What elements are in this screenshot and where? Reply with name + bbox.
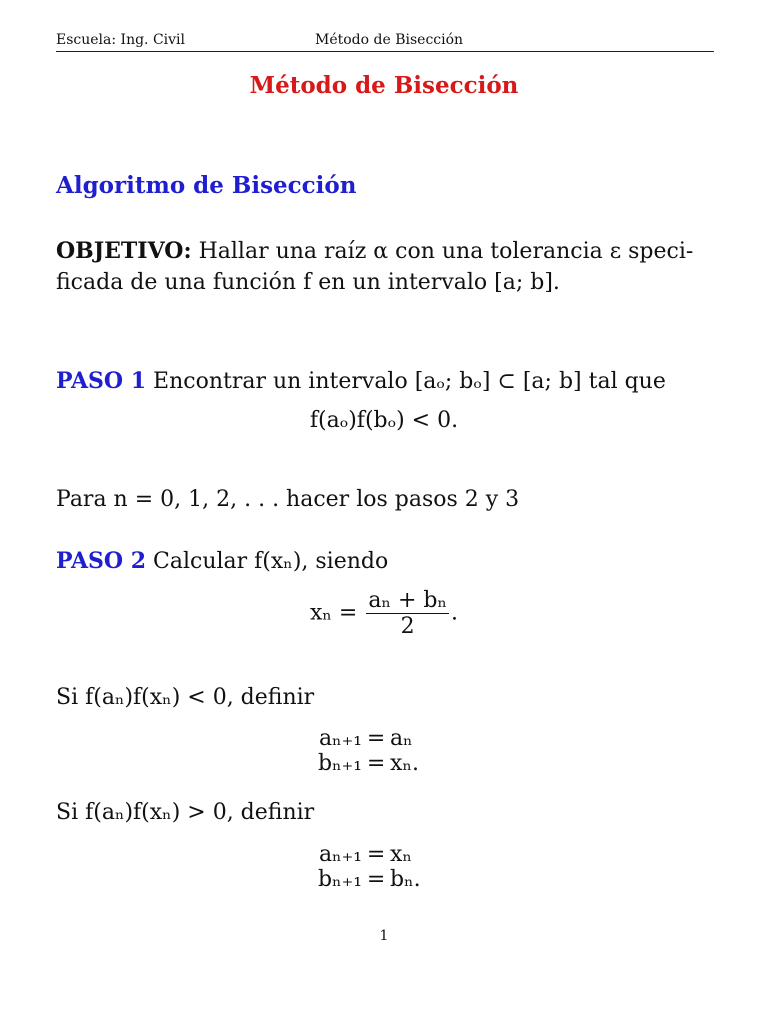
case1-condition: Si f(aₙ)f(xₙ) < 0, definir [56, 685, 315, 710]
eq-op: = [366, 842, 386, 867]
objetivo-label: OBJETIVO: [56, 238, 192, 264]
paso2-text: Calcular f(xₙ), siendo [153, 549, 389, 574]
loop-text: Para n = 0, 1, 2, . . . hacer los pasos 2 y 3 [56, 487, 520, 512]
objetivo-line2: ficada de una función f en un intervalo [a; b]. [56, 270, 560, 295]
eq-lhs: aₙ₊₁ [318, 726, 363, 751]
eq-op: = [366, 726, 386, 751]
page-number: 1 [379, 928, 389, 944]
paso2-equation [0, 588, 768, 639]
section-title: Algoritmo de Bisección [56, 172, 357, 199]
document-title: Método de Bisección [249, 72, 519, 99]
eq-lhs: bₙ₊₁ [318, 867, 363, 892]
eq-op: = [366, 751, 386, 776]
header-rule [56, 51, 714, 52]
eq-op: = [366, 867, 386, 892]
objetivo-line1: Hallar una raíz α con una tolerancia ε speci- [198, 239, 694, 264]
eq-rhs: aₙ [390, 726, 413, 751]
case2-condition: Si f(aₙ)f(xₙ) > 0, definir [56, 800, 315, 825]
paso1-paragraph [56, 366, 666, 397]
paso1-text: Encontrar un intervalo [aₒ; bₒ] ⊂ [a; b] tal que [153, 369, 666, 394]
fraction-numerator: aₙ + bₙ [368, 588, 447, 613]
paso2-label: PASO 2 [56, 548, 147, 574]
paso1-equation: f(aₒ)f(bₒ) < 0. [309, 408, 459, 433]
header-school: Escuela: Ing. Civil [56, 32, 186, 48]
case1-equations [318, 726, 419, 776]
paso1-label: PASO 1 [56, 368, 147, 394]
xn-lhs: xₙ = [309, 600, 358, 626]
midpoint-fraction [366, 588, 449, 639]
case2-equations [318, 842, 421, 892]
eq-lhs: aₙ₊₁ [318, 842, 363, 867]
eq-lhs: bₙ₊₁ [318, 751, 363, 776]
paso2-paragraph [56, 546, 388, 577]
fraction-denominator: 2 [400, 614, 415, 639]
eq-rhs: bₙ. [390, 867, 421, 892]
equation-period: . [451, 600, 458, 626]
objetivo-paragraph [56, 236, 693, 298]
eq-rhs: xₙ. [390, 751, 419, 776]
eq-rhs: xₙ [390, 842, 412, 867]
header-topic: Método de Bisección [315, 32, 464, 48]
